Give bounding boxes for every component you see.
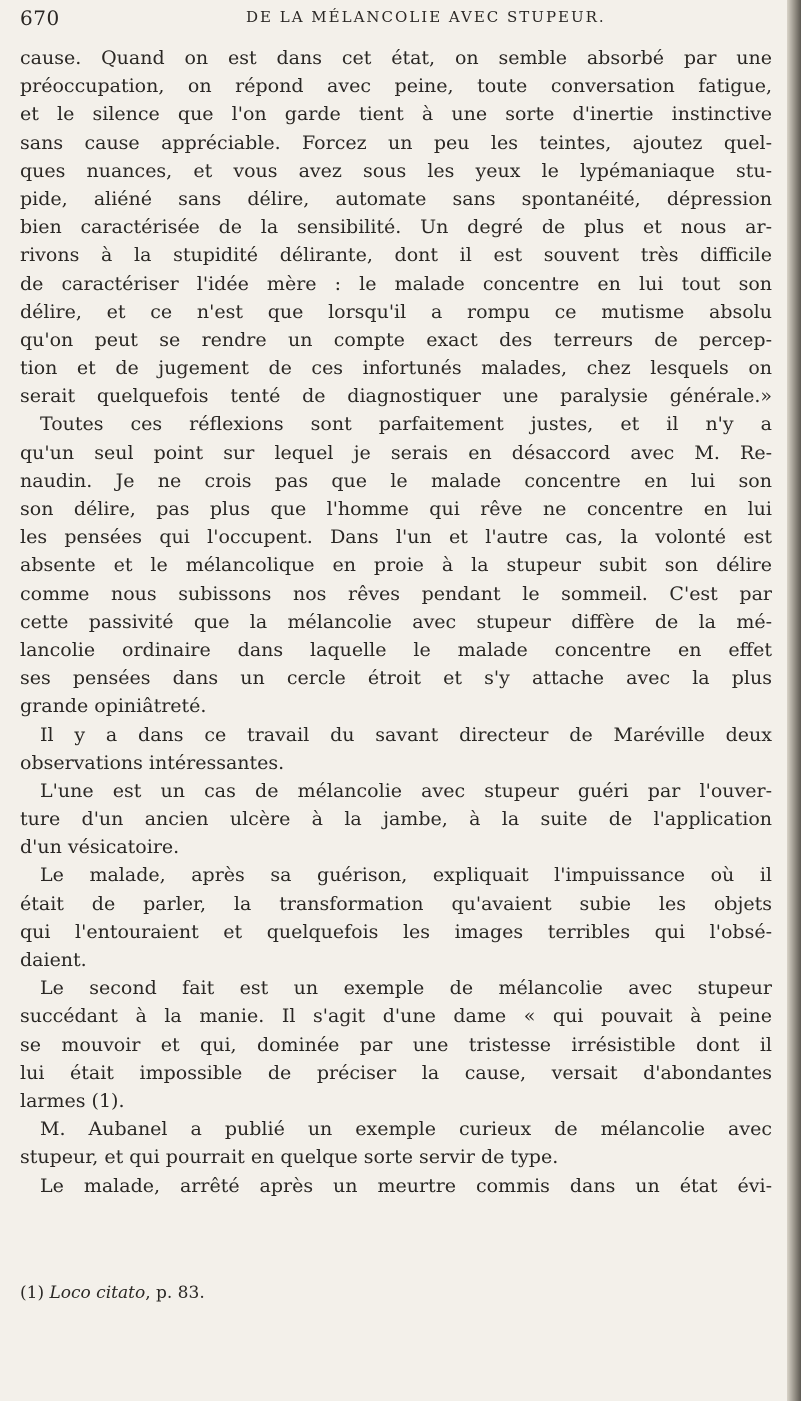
text-line: qu'un seul point sur lequel je serais en désaccord avec M. Re- xyxy=(20,441,772,464)
text-line: larmes (1). xyxy=(20,1089,125,1112)
text-line: cette passivité que la mélancolie avec stupeur diffère de la mé- xyxy=(20,610,772,633)
text-line: pide, aliéné sans délire, automate sans spontanéité, dépression xyxy=(20,187,772,210)
footnote xyxy=(20,1283,205,1303)
text-line: Il y a dans ce travail du savant directeur de Maréville deux xyxy=(40,723,772,746)
text-line: lancolie ordinaire dans laquelle le malade concentre en effet xyxy=(20,638,772,661)
text-line: observations intéressantes. xyxy=(20,751,285,774)
text-line: son délire, pas plus que l'homme qui rêve ne concentre en lui xyxy=(20,498,772,520)
text-line: absente et le mélancolique en proie à la stupeur subit son délire xyxy=(20,554,772,577)
text-line: Le malade, après sa guérison, expliquait l'impuissance où il xyxy=(40,864,772,887)
text-line: L'une est un cas de mélancolie avec stupeur guéri par l'ouver- xyxy=(40,779,772,802)
text-line: se mouvoir et qui, dominée par une tristesse irrésistible dont il xyxy=(20,1033,772,1056)
text-line: de caractériser l'idée mère : le malade concentre en lui tout son xyxy=(20,272,772,295)
text-line: ture d'un ancien ulcère à la jambe, à la suite de l'application xyxy=(20,808,772,831)
text-line: tion et de jugement de ces infortunés malades, chez lesquels on xyxy=(20,357,772,380)
text-line: ses pensées dans un cercle étroit et s'y attache avec la plus xyxy=(20,667,772,690)
text-line: Toutes ces réflexions sont parfaitement justes, et il n'y a xyxy=(40,413,772,436)
page-number: 670 xyxy=(20,6,60,30)
text-line: qu'on peut se rendre un compte exact des terreurs de percep- xyxy=(20,328,772,351)
text-line: Le malade, arrêté après un meurtre commis dans un état évi- xyxy=(40,1174,772,1197)
text-line: les pensées qui l'occupent. Dans l'un et l'autre cas, la volonté est xyxy=(20,526,772,549)
text-line: préoccupation, on répond avec peine, toute conversation fatigue, xyxy=(20,75,772,98)
text-line: comme nous subissons nos rêves pendant le sommeil. C'est par xyxy=(20,582,772,605)
text-line: qui l'entouraient et quelquefois les images terribles qui l'obsé- xyxy=(20,920,772,943)
text-line: M. Aubanel a publié un exemple curieux de mélancolie avec xyxy=(40,1118,772,1141)
text-line: délire, et ce n'est que lorsqu'il a rompu ce mutisme absolu xyxy=(20,300,772,323)
text-line: grande opiniâtreté. xyxy=(20,695,207,718)
text-line: stupeur, et qui pourrait en quelque sorte servir de type. xyxy=(20,1146,559,1169)
text-line: Le second fait est un exemple de mélancolie avec stupeur xyxy=(40,977,772,1000)
text-line: succédant à la manie. Il s'agit d'une dame « qui pouvait à peine xyxy=(20,1005,772,1028)
body-text xyxy=(20,44,772,1200)
footnote-page: , p. 83. xyxy=(145,1283,205,1303)
text-line: et le silence que l'on garde tient à une sorte d'inertie instinctive xyxy=(20,103,772,126)
text-line: serait quelquefois tenté de diagnostiquer une paralysie générale.» xyxy=(20,385,772,408)
text-line: cause. Quand on est dans cet état, on semble absorbé par une xyxy=(20,47,772,69)
text-line: d'un vésicatoire. xyxy=(20,836,180,859)
text-line: rivons à la stupidité délirante, dont il est souvent très difficile xyxy=(20,244,772,267)
text-line: ques nuances, et vous avez sous les yeux le lypémaniaque stu- xyxy=(20,159,772,182)
text-line: daient. xyxy=(20,949,87,971)
text-line: naudin. Je ne crois pas que le malade concentre en lui son xyxy=(20,469,772,492)
footnote-marker: (1) xyxy=(20,1283,45,1303)
text-line: bien caractérisée de la sensibilité. Un degré de plus et nous ar- xyxy=(20,216,772,239)
page-header xyxy=(20,6,780,32)
text-line: sans cause appréciable. Forcez un peu les teintes, ajoutez quel- xyxy=(20,131,772,154)
footnote-source: Loco citato xyxy=(49,1283,146,1303)
text-line: lui était impossible de préciser la cause, versait d'abondantes xyxy=(20,1061,772,1084)
text-line: était de parler, la transformation qu'avaient subie les objets xyxy=(20,892,772,915)
running-title: DE LA MÉLANCOLIE AVEC STUPEUR. xyxy=(246,8,606,26)
page-edge xyxy=(787,0,801,1401)
